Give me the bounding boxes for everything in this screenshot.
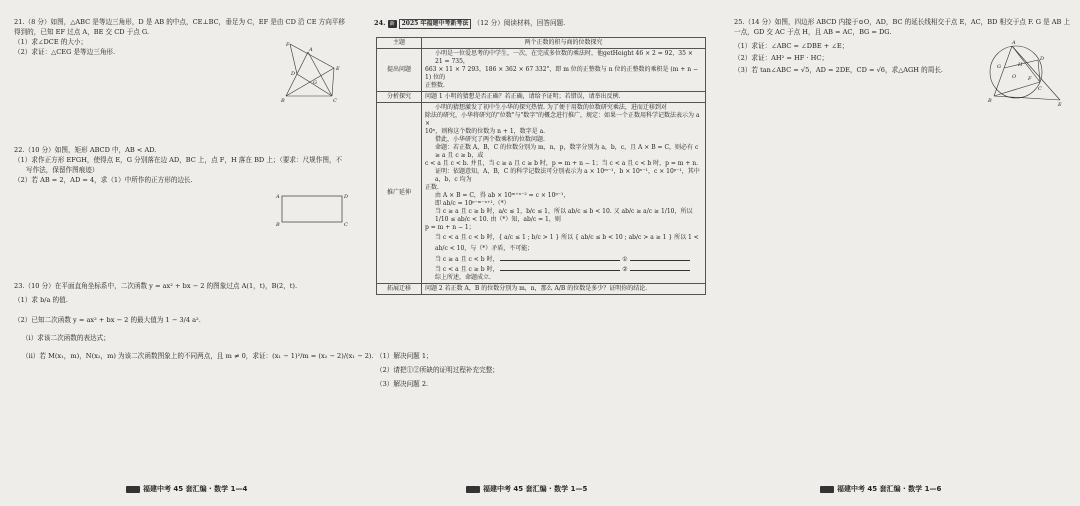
svg-text:H: H [1018,62,1023,68]
q21-part1: （1）求∠DCE 的大小； [14,38,88,46]
svg-text:D: D [1040,56,1045,62]
table-row [377,92,706,103]
new-badge: 新 [389,21,395,27]
cell-theme-header: 主题 [377,38,422,49]
svg-text:A: A [276,194,280,200]
table-row [377,103,706,284]
table-row [377,284,706,295]
svg-text:B: B [988,98,992,104]
footer-right: 福建中考 45 套汇编 · 数学 1—6 [820,484,941,494]
q24-answer-1: （1）解决问题 1； [376,352,433,360]
cell-analyze: 问题 1 小明的猜想是否正确？若正确，请给予证明；若错误，请举出反例. [422,92,706,103]
footer-middle: 福建中考 45 套汇编 · 数学 1—5 [466,484,587,494]
q22-figure [274,190,350,230]
q25-stem-2: 一点，GD 交 AC 于点 H，且 AB = AC，BG = DG. [734,28,892,36]
q24-material-table [376,37,706,295]
q24-answer-3: （3）解决问题 2. [376,380,429,388]
q21-part2: （2）求证：△CEG 是等边三角形. [14,48,116,56]
cell-theme: 两个正数的积与商的位数探究 [422,38,706,49]
cell-extend-header: 推广延伸 [377,103,422,284]
q24-number: 24. [374,19,386,27]
q24-answer-2: （2）请把①②所缺的证明过程补充完整； [376,366,499,374]
footer-left: 福建中考 45 套汇编 · 数学 1—4 [126,484,247,494]
cell-analyze-header: 分析探究 [377,92,422,103]
q25-part2: （2）求证：AH² = HF · HC； [734,54,829,62]
svg-text:D: D [344,194,349,200]
q23-part2-ii: （ⅱ）若 M(x₁，m)，N(x₂，m) 为该二次函数图象上的不同两点，且 m ≠ 0，求证：(x₁ − 1)²/m = (x₂ − 2)/(x₁ − 2). [22,352,374,360]
q24-header [374,19,565,29]
svg-text:D: D [291,71,296,77]
q21-stem-2: 得到的，已知 EF 过点 A，BE 交 CD 于点 G. [14,28,150,36]
svg-text:B: B [281,98,285,104]
svg-text:A: A [309,47,313,53]
svg-text:B: B [276,222,280,228]
q23-part2: （2）已知二次函数 y = ax² + bx − 2 的最大值为 1 − 3/4 a². [14,316,201,324]
cell-ask: 小明是一位爱思考的中学生，一次，在完成多位数的乘法时，他getHeight 46 × 2 = 92，35 × 21 = 735， 663 × 11 × 7 293，186 × 362 × 67 332"，即 m 位的正整数与 n 位的正整数的乘积是 (m + n − 1) 位的 正整数. [422,49,706,92]
logo-icon [820,486,834,493]
page-left [0,0,374,506]
logo-icon [126,486,140,493]
q22-part1: （1）求作正方形 EFGH，使得点 E，G 分别落在边 AD，BC 上，点 F，H 落在 BD 上；（要求：尺规作图，不 [14,156,343,164]
q25-part1: （1）求证：∠ABC = ∠DBE + ∠E； [734,42,849,50]
q21-stem: 21.（8 分）如图，△ABC 是等边三角形，D 是 AB 的中点，CE⊥BC，垂足为 C，EF 是由 CD 沿 CE 方向平移 [14,18,345,26]
q25-stem: 25.（14 分）如图，四边形 ABCD 内接于⊙O，AD，BC 的延长线相交于点 E，AC，BD 相交于点 F. G 是 AB 上 [734,18,1071,26]
svg-text:C: C [333,98,337,104]
svg-text:E: E [1058,102,1062,108]
q22-part1-b: 写作法，保留作图痕迹） [26,166,99,174]
q22-stem: 22.（10 分）如图，矩形 ABCD 中，AB < AD. [14,146,157,154]
q23-part2-i: （ⅰ）求该二次函数的表达式； [22,334,110,342]
svg-text:A: A [1012,40,1016,46]
cell-extend: 小明的猜想激发了初中生小华的探究热情. 为了便于用数的位数研究乘法，进而迁移到对 除法的研究，小华将研究的"位数"与"数字"的概念进行推广，规定：如果一个正数用科学记数法表示为 a × 10ⁿ，则称这个数的位数为 n + 1，数字是 a. 借此，小华研究了两个数乘积的位数问题. 命题：若正数 A，B，C 的位数分别为 m，n，p，数字分别为 a，b，c，且 A × B = C，则必有 c ≥ a 且 c ≥ b，或 c < a 且 c < b. 并且，当 c ≥ a 且 c ≥ b 时，p = m + n − 1；当 c < a 且 c < b 时，p = m + n. 证明：依题意知，A，B，C 的科学记数法可分别表示为 a × 10ᵐ⁻¹，b × 10ⁿ⁻¹，c × 10ᵖ⁻¹，其中 a，b，c 均为 正数. 由 A × B = C，得 ab × 10ᵐ⁺ⁿ⁻² = c × 10ᵖ⁻¹， 即 ab/c = 10ᵖ⁻ᵐ⁻ⁿ⁺¹.（*） 当 c ≥ a 且 c ≥ b 时，a/c ≤ 1，b/c ≤ 1，所以 ab/c ≤ b < 10. 又 ab/c ≥ a/c ≥ 1/10，所以 1/10 ≤ ab/c < 10. 由（*）知，ab/c = 1，则 p = m + n − 1； 当 c < a 且 c < b 时，{ a/c ≤ 1 ; b/c > 1 } 所以 { ab/c ≤ b < 10 ; ab/c > a ≥ 1 } 所以 1 < ab/c < 10，与（*）矛盾，不可能； 当 c ≥ a 且 c < b 时， ① 当 c < a 且 c ≥ b 时， ② 综上所述，命题成立. [422,103,706,284]
svg-text:G: G [997,64,1001,70]
page-right [720,0,1080,506]
cell-ask-header: 提出问题 [377,49,422,92]
q24-stem: （12 分）阅读材料，回答问题. [473,19,566,27]
svg-text:O: O [1012,74,1017,80]
svg-text:C: C [1038,86,1042,92]
svg-text:E: E [336,66,340,72]
cell-transfer-header: 拓展迁移 [377,284,422,295]
cell-transfer: 问题 2 若正数 A，B 的位数分别为 m，n，那么 A/B 的位数是多少？证明你的结论. [422,284,706,295]
svg-text:F: F [1028,76,1032,82]
svg-text:G: G [313,80,317,86]
logo-icon [466,486,480,493]
q22-part2: （2）若 AB = 2，AD = 4，求（1）中所作的正方形的边长. [14,176,193,184]
svg-text:F: F [286,42,290,48]
blank-2: ② [622,266,628,273]
q25-figure [982,38,1064,108]
q25-part3: （3）若 tan∠ABC = √5，AD = 2DE，CD = √6，求△AGH 的周长. [734,66,944,74]
blank-1: ① [622,256,628,263]
q24-tag: 2025 年福建中考新考法 [399,19,472,29]
q23-stem: 23.（10 分）在平面直角坐标系中，二次函数 y = ax² + bx − 2 的图象过点 A(1，t)，B(2，t). [14,282,298,290]
q21-figure [276,40,346,106]
table-row [377,49,706,92]
q23-part1: （1）求 b/a 的值. [14,296,68,304]
table-row [377,38,706,49]
page-middle [360,0,720,506]
svg-text:C: C [344,222,348,228]
